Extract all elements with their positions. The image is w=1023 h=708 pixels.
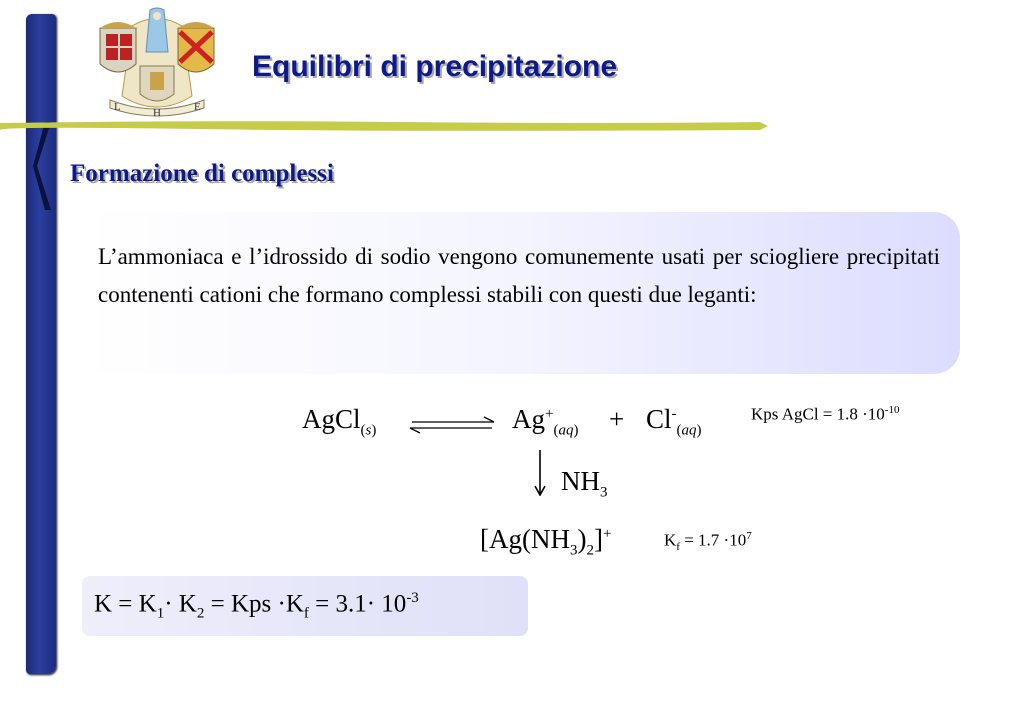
down-arrow-icon — [533, 450, 547, 496]
page-title: Equilibri di precipitazione — [252, 50, 618, 83]
kps-label — [751, 404, 899, 425]
kps-text: Kps AgCl = 1.8 ·10 — [751, 404, 885, 424]
reagent-nh3 — [561, 466, 608, 501]
result-k1-sub: 1 — [156, 605, 165, 622]
reactant-state: s — [365, 422, 372, 439]
complex-sub2: 2 — [586, 542, 594, 559]
kf-value: = 1.7 ·10 — [679, 530, 747, 550]
complex-mid: ) — [577, 524, 587, 554]
result-k2-sub: 2 — [196, 605, 205, 622]
overall-k-equation — [94, 590, 419, 622]
kf-sub: f — [676, 541, 680, 554]
logo-letter-h: H — [153, 107, 161, 119]
product2-charge: - — [671, 406, 677, 422]
kps-exponent: -10 — [884, 404, 900, 416]
product-ag: $Ag^+_{(aq)}$ — [512, 404, 579, 439]
title-underline — [0, 120, 768, 132]
kf-exponent: 7 — [746, 530, 752, 542]
kf-label — [664, 530, 752, 553]
complex-close: ] — [593, 524, 603, 554]
result-dot1: · K — [164, 590, 197, 618]
complex-charge: + — [602, 526, 612, 542]
complex-open: [Ag(NH — [480, 524, 570, 554]
result-k-start: K = K — [94, 590, 157, 618]
result-end: = 3.1· 10 — [308, 590, 407, 618]
side-bar-bracket — [33, 120, 55, 212]
reagent-sub: 3 — [600, 484, 608, 501]
result-kf-sub: f — [303, 605, 309, 622]
product1-formula: Ag — [512, 404, 545, 434]
kf-k: K — [664, 530, 677, 550]
side-bar — [26, 14, 56, 674]
product1-state: aq — [558, 422, 574, 439]
complex-sub1: 3 — [569, 542, 578, 559]
reactant-formula: AgCl — [302, 404, 361, 434]
reagent-formula: NH — [561, 466, 600, 496]
section-heading: Formazione di complessi — [70, 160, 334, 187]
equilibrium-arrow-icon — [408, 416, 496, 434]
intro-text: L’ammoniaca e l’idrossido di sodio vengono comunemente usati per sciogliere precipitati contenenti cationi che formano complessi stabili con questi due leganti: — [98, 244, 940, 307]
coat-of-arms-logo — [92, 6, 222, 120]
result-exponent: -3 — [406, 590, 419, 606]
complex-ion — [480, 524, 611, 559]
plus-sign: + — [609, 404, 625, 434]
result-mid: = Kps ·K — [204, 590, 304, 618]
product2-formula: Cl — [646, 404, 672, 434]
logo-letter-e: E — [194, 101, 201, 113]
product1-charge: + — [545, 406, 554, 422]
logo-letter-l: L — [114, 101, 121, 113]
product-cl: $Cl^-_{(aq)}$ — [646, 404, 702, 439]
product2-state: aq — [681, 422, 697, 439]
reactant-agcl: AgCl$_{(s)}$ — [302, 404, 377, 439]
